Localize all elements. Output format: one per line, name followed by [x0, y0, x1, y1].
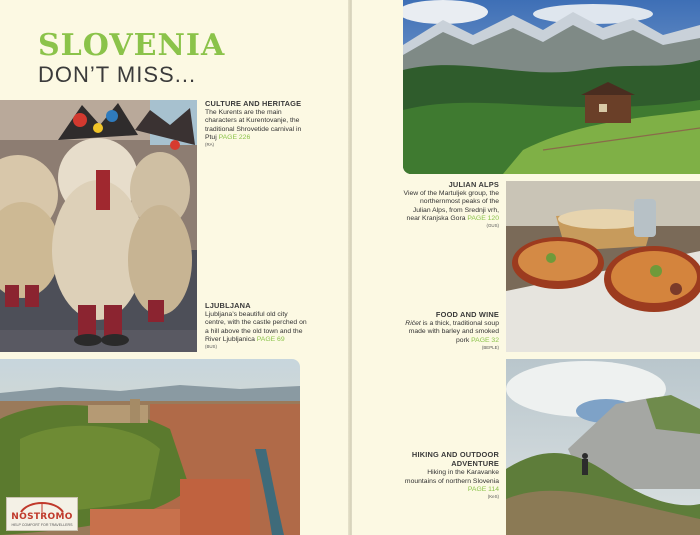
caption-julian-heading: JULIAN ALPS [448, 180, 499, 189]
nostromo-logo [6, 497, 78, 531]
logo-tagline: HELP COMFORT FOR TRAVELLERS [11, 523, 73, 527]
caption-ljubljana [205, 302, 307, 350]
caption-food-dish: Ričet [405, 320, 421, 328]
kurents-photo [0, 100, 197, 352]
caption-culture-page-ref[interactable]: PAGE 226 [218, 133, 251, 141]
caption-ljubljana-text: Ljubljana’s beautiful old city centre, with the castle perched on a hill above the old town and the River Ljubljanica [205, 311, 307, 343]
right-page [352, 0, 700, 535]
caption-food-page-ref[interactable]: PAGE 32 [471, 336, 499, 344]
caption-hiking-page-ref[interactable]: PAGE 114 [467, 485, 499, 493]
caption-food-heading: FOOD AND WINE [435, 310, 499, 319]
caption-hiking-text: Hiking in the Karavanke mountains of northern Slovenia [404, 469, 499, 485]
caption-hiking-credit: (KeS) [487, 494, 499, 500]
caption-culture [205, 100, 305, 148]
caption-culture-credit: (RA) [205, 142, 215, 148]
hiking-photo [506, 359, 700, 535]
caption-julian-credit: (GUS) [486, 223, 499, 229]
page-title [38, 30, 225, 87]
caption-culture-text: The Kurents are the main characters at Kurentovanje, the traditional Shrovetide carnival in Ptuj [205, 109, 302, 141]
caption-ljubljana-page-ref[interactable]: PAGE 69 [256, 335, 285, 343]
caption-julian [402, 181, 499, 229]
food-photo [506, 181, 700, 352]
julian-alps-photo [403, 0, 700, 174]
logo-name: NOSTROMO [11, 512, 73, 522]
caption-ljubljana-credit: (BUS) [205, 344, 217, 350]
caption-julian-page-ref[interactable]: PAGE 120 [467, 214, 499, 222]
caption-food-credit: (BEPLE) [481, 344, 499, 350]
title-dont-miss: DON’T MISS... [38, 62, 197, 87]
caption-hiking-heading: HIKING AND OUTDOOR ADVENTURE [411, 450, 499, 469]
caption-food-text: is a thick, traditional soup made with barley and smoked pork [408, 320, 499, 344]
caption-food [402, 311, 499, 351]
caption-culture-heading: CULTURE AND HERITAGE [205, 99, 302, 108]
caption-julian-text: View of the Martuljek group, the northernmost peaks of the Julian Alps, from Srednji vrh, near Kranjska Gora [403, 190, 499, 222]
caption-hiking [402, 451, 499, 500]
caption-ljubljana-heading: LJUBLJANA [205, 301, 251, 310]
title-slovenia: SLOVENIA [38, 28, 226, 63]
